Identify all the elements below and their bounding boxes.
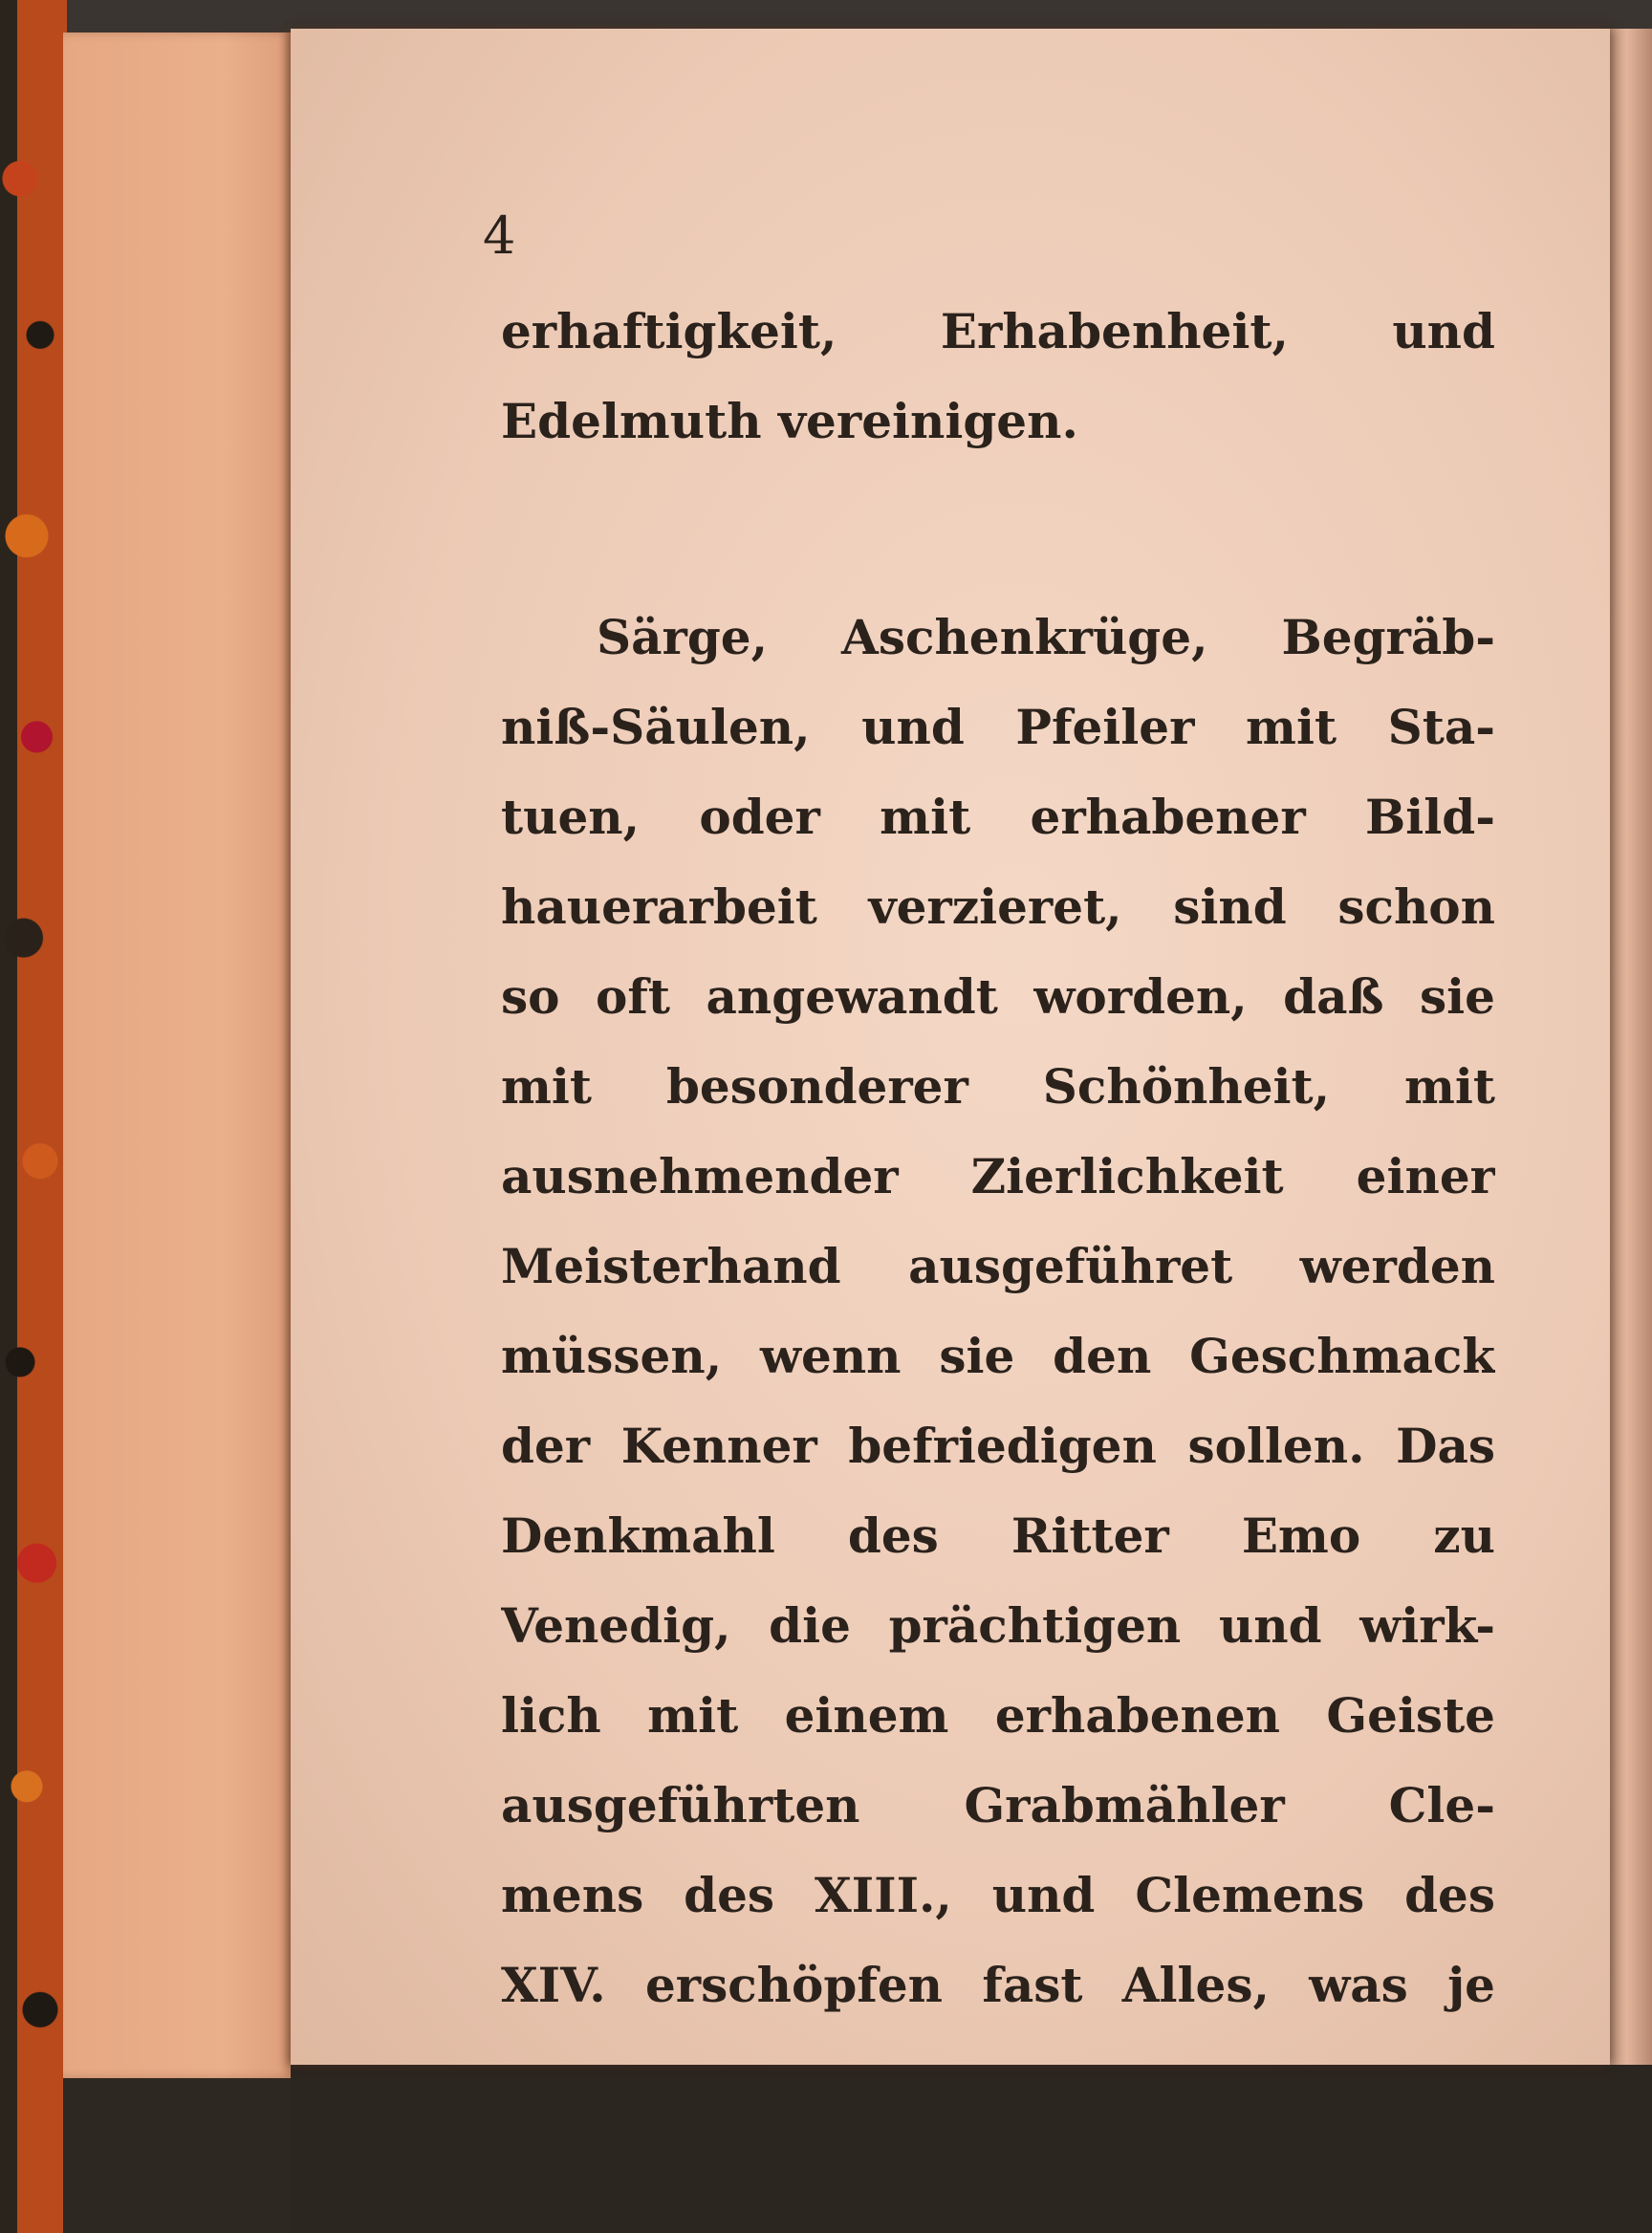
text-line: XIV. erschöpfen fast Alles, was je — [501, 1957, 1495, 2013]
text-line: ausgeführten Grabmähler Cle- — [501, 1777, 1495, 1833]
text-line: hauerarbeit verzieret, sind schon — [501, 878, 1495, 935]
page-number: 4 — [483, 206, 516, 266]
text-line: erhaftigkeit, Erhabenheit, und — [501, 303, 1495, 359]
page-edge — [1610, 29, 1652, 2065]
endpaper — [63, 33, 293, 2078]
background — [63, 2078, 293, 2233]
paragraph-gap — [501, 466, 1495, 593]
page-text — [501, 287, 1495, 2030]
text-line: Venedig, die prächtigen und wirk- — [501, 1597, 1495, 1654]
text-line: der Kenner befriedigen sollen. Das — [501, 1418, 1495, 1474]
book-spine-marbled — [0, 0, 67, 2233]
text-line: mit besonderer Schönheit, mit — [501, 1058, 1495, 1115]
text-line: ausnehmender Zierlichkeit einer — [501, 1148, 1495, 1204]
text-line: lich mit einem erhabenen Geiste — [501, 1687, 1495, 1744]
text-line: müssen, wenn sie den Geschmack — [501, 1328, 1495, 1384]
text-line: mens des XIII., und Clemens des — [501, 1867, 1495, 1923]
background — [291, 2065, 1652, 2233]
text-line: Edelmuth vereinigen. — [501, 393, 1078, 449]
text-line: Denkmahl des Ritter Emo zu — [501, 1507, 1495, 1564]
text-line: Särge, Aschenkrüge, Begräb- — [597, 609, 1495, 665]
text-line: tuen, oder mit erhabener Bild- — [501, 789, 1495, 845]
text-line: niß-Säulen, und Pfeiler mit Sta- — [501, 699, 1495, 755]
text-line: Meisterhand ausgeführet werden — [501, 1238, 1495, 1294]
text-line: so oft angewandt worden, daß sie — [501, 968, 1495, 1025]
